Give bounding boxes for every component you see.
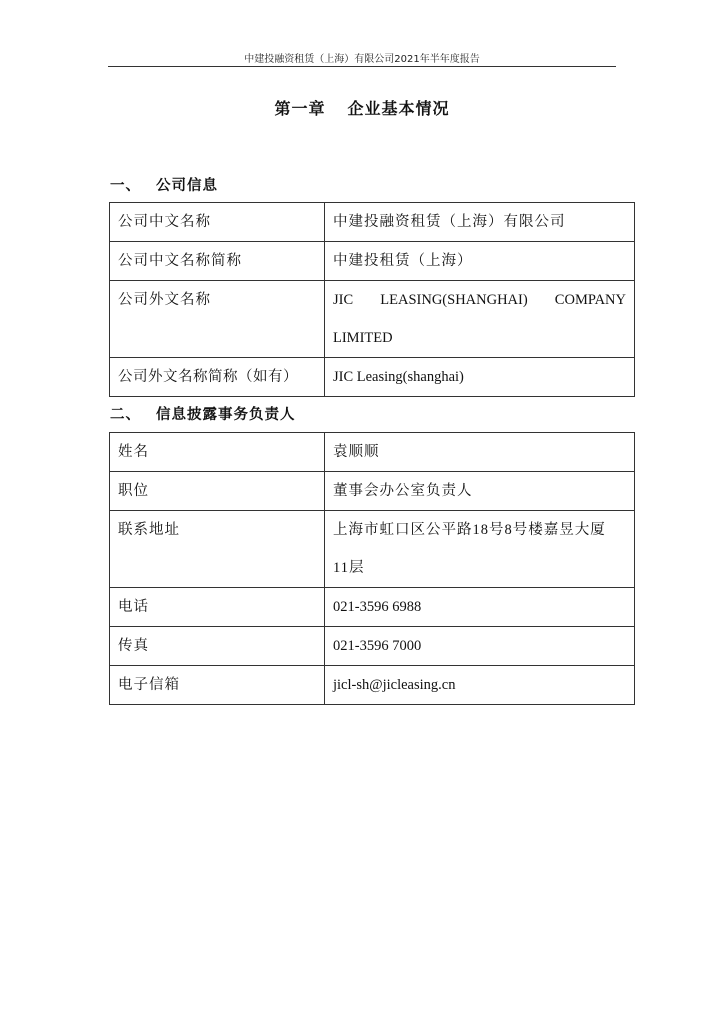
table-row xyxy=(110,627,635,666)
row-value: 中建投租赁（上海） xyxy=(325,242,635,281)
row-label: 电话 xyxy=(110,588,325,627)
row-value: 021-3596 7000 xyxy=(325,627,635,666)
row-label: 公司外文名称 xyxy=(110,281,325,358)
row-value: 上海市虹口区公平路18号8号楼嘉昱大厦11层 xyxy=(325,511,635,588)
row-label: 电子信箱 xyxy=(110,666,325,705)
section-number: 一、 xyxy=(110,178,141,194)
header-rule xyxy=(108,66,616,67)
table-row xyxy=(110,588,635,627)
row-value: JIC Leasing(shanghai) xyxy=(325,358,635,397)
row-value: 董事会办公室负责人 xyxy=(325,472,635,511)
company-info-table xyxy=(109,202,635,397)
section-title: 公司信息 xyxy=(156,178,218,194)
chapter-name: 企业基本情况 xyxy=(347,99,450,118)
table-row xyxy=(110,511,635,588)
table-row xyxy=(110,358,635,397)
row-label: 公司外文名称简称（如有） xyxy=(110,358,325,397)
table-row xyxy=(110,433,635,472)
section-title: 信息披露事务负责人 xyxy=(156,407,296,423)
row-value: 袁顺顺 xyxy=(325,433,635,472)
table-row xyxy=(110,281,635,358)
section-heading-company-info xyxy=(110,174,218,195)
page-header: 中建投融资租赁（上海）有限公司2021年半年度报告 xyxy=(244,54,480,65)
disclosure-contact-table xyxy=(109,432,635,705)
table-row xyxy=(110,472,635,511)
table-row xyxy=(110,203,635,242)
chapter-number: 第一章 xyxy=(274,99,326,118)
row-value: JIC LEASING(SHANGHAI) COMPANY LIMITED xyxy=(325,281,635,358)
section-number: 二、 xyxy=(110,407,141,423)
row-value: jicl-sh@jicleasing.cn xyxy=(325,666,635,705)
row-label: 公司中文名称 xyxy=(110,203,325,242)
row-label: 传真 xyxy=(110,627,325,666)
row-value: 中建投融资租赁（上海）有限公司 xyxy=(325,203,635,242)
section-heading-disclosure-contact xyxy=(110,403,296,424)
table-row xyxy=(110,666,635,705)
table-row xyxy=(110,242,635,281)
chapter-title xyxy=(0,96,724,119)
row-value: 021-3596 6988 xyxy=(325,588,635,627)
row-label: 姓名 xyxy=(110,433,325,472)
row-label: 职位 xyxy=(110,472,325,511)
row-label: 联系地址 xyxy=(110,511,325,588)
row-label: 公司中文名称简称 xyxy=(110,242,325,281)
